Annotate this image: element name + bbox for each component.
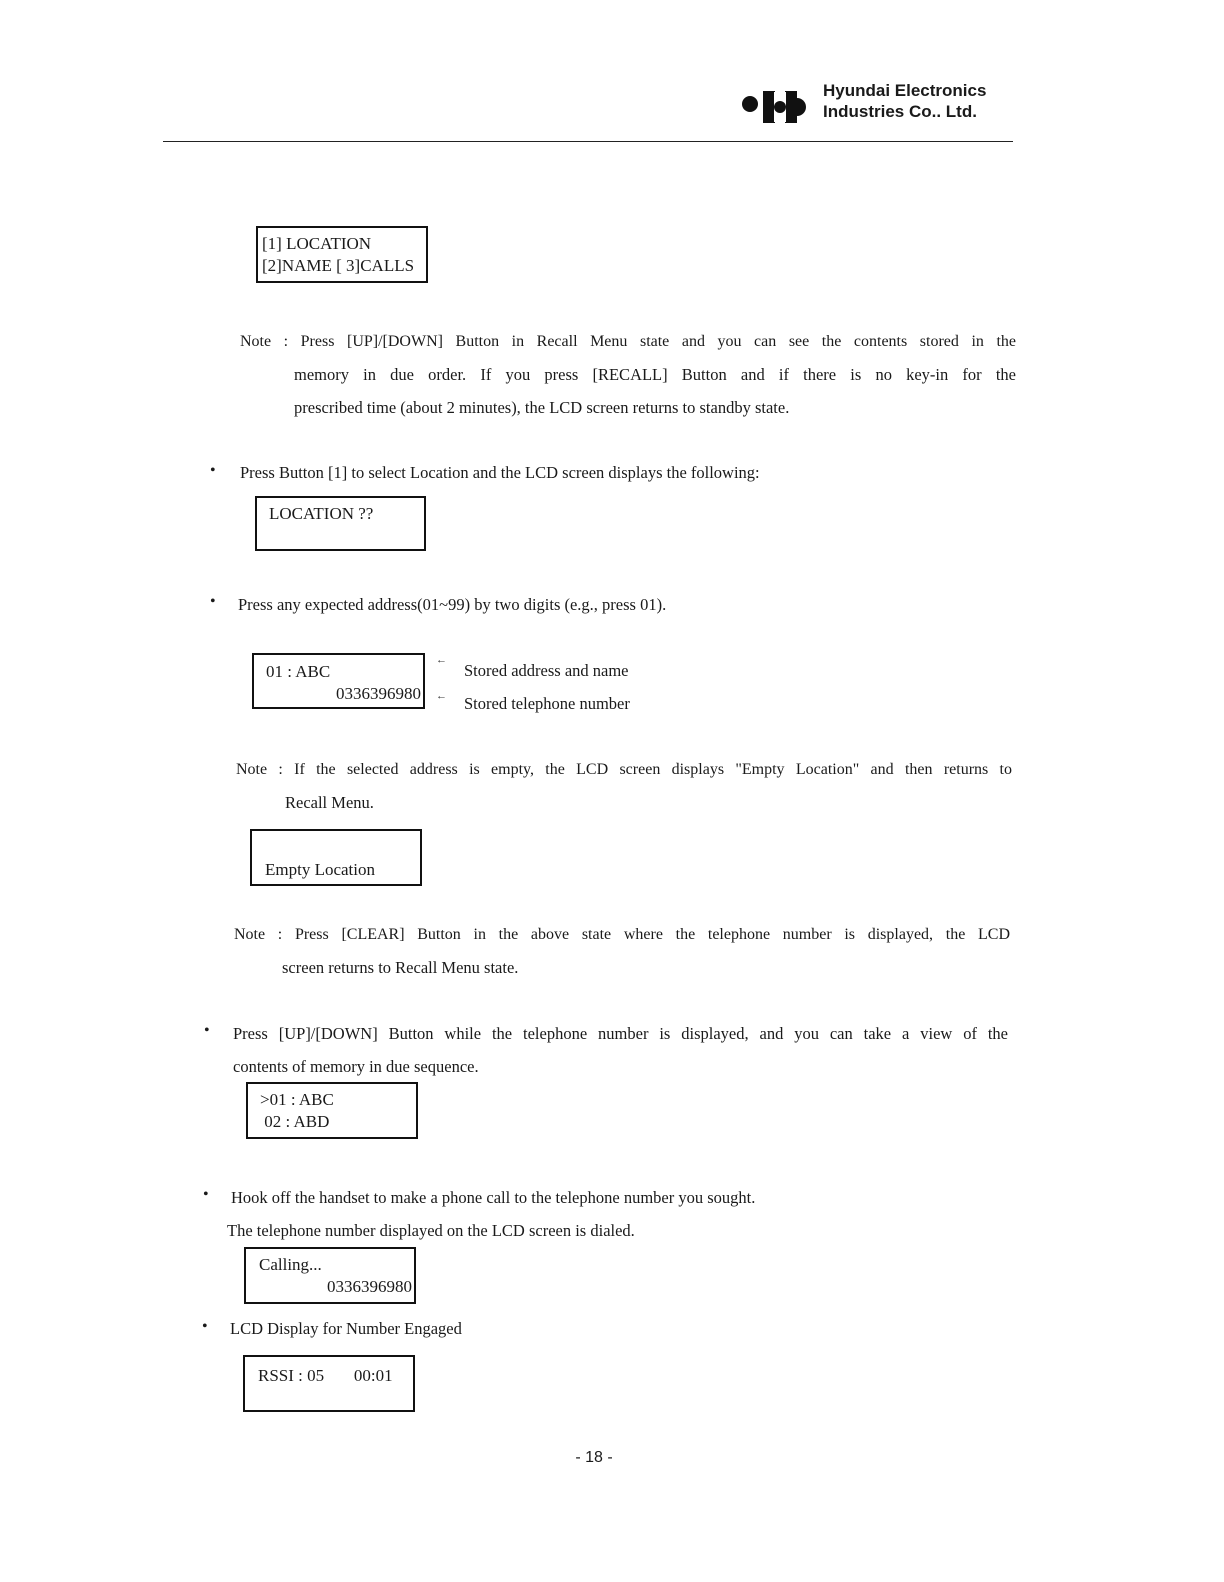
company-name-line1: Hyundai Electronics	[823, 81, 987, 100]
lcd-calling-display	[244, 1247, 416, 1304]
annotation-address-name: Stored address and name	[464, 661, 629, 680]
lcd-line: 0336396980	[327, 1277, 412, 1296]
step-number-engaged: LCD Display for Number Engaged	[230, 1319, 462, 1338]
step-dialed: The telephone number displayed on the LCD screen is dialed.	[227, 1221, 635, 1240]
lcd-line: >01 : ABC	[260, 1090, 334, 1109]
lcd-line: Empty Location	[265, 860, 376, 879]
note-line: Note : Press [UP]/[DOWN] Button in Recall Menu state and you can see the contents stored in the	[240, 333, 1016, 350]
lcd-line: 0336396980	[336, 684, 421, 703]
bullet: •	[204, 1022, 210, 1039]
header-divider	[163, 141, 1013, 142]
lcd-line: [1] LOCATION	[262, 234, 372, 253]
arrow-icon: ←	[436, 690, 447, 702]
note-line: prescribed time (about 2 minutes), the LCD screen returns to standby state.	[294, 398, 790, 417]
bullet: •	[202, 1318, 208, 1335]
annotation-telephone-number: Stored telephone number	[464, 694, 630, 713]
lcd-line: 01 : ABC	[266, 662, 331, 681]
note-line: Note : If the selected address is empty, the LCD screen displays "Empty Location" and then returns to	[236, 761, 1012, 778]
lcd-list-display	[246, 1082, 418, 1139]
lcd-line: RSSI : 05 00:01	[258, 1366, 393, 1385]
arrow-icon: ←	[436, 654, 447, 666]
lcd-line: 02 : ABD	[260, 1112, 330, 1131]
company-logo	[741, 82, 811, 124]
lcd-rssi-display	[243, 1355, 415, 1412]
lcd-empty-display	[250, 829, 422, 886]
note-recall-menu	[240, 325, 1016, 424]
page-number: - 18 -	[575, 1449, 613, 1466]
note-line: memory in due order. If you press [RECALL] Button and if there is no key-in for the	[294, 365, 1016, 384]
lcd-line: LOCATION ??	[269, 504, 374, 523]
note-clear-button	[234, 918, 1010, 984]
lcd-line: Calling...	[259, 1255, 322, 1274]
lcd-line: [2]NAME [ 3]CALLS	[262, 256, 415, 275]
step-line: contents of memory in due sequence.	[233, 1057, 479, 1076]
step-select-location: Press Button [1] to select Location and the LCD screen displays the following:	[240, 463, 760, 482]
step-hook-off: Hook off the handset to make a phone call to the telephone number you sought.	[231, 1188, 756, 1207]
step-browse-memory	[233, 1017, 1008, 1083]
bullet: •	[203, 1186, 209, 1203]
note-line: screen returns to Recall Menu state.	[282, 958, 519, 977]
note-line: Note : Press [CLEAR] Button in the above state where the telephone number is displayed, the LCD	[234, 926, 1010, 943]
company-name-line2: Industries Co.. Ltd.	[823, 102, 977, 121]
step-line: Press [UP]/[DOWN] Button while the telephone number is displayed, and you can take a view of the	[233, 1024, 1008, 1043]
step-enter-address: Press any expected address(01~99) by two digits (e.g., press 01).	[238, 595, 667, 614]
lcd-address-display	[252, 653, 425, 709]
company-name	[823, 80, 986, 122]
note-empty-location	[236, 753, 1012, 819]
lcd-menu-display	[256, 226, 428, 283]
bullet: •	[210, 462, 216, 479]
bullet: •	[210, 593, 216, 610]
note-line: Recall Menu.	[285, 793, 374, 812]
lcd-location-display	[255, 496, 426, 551]
